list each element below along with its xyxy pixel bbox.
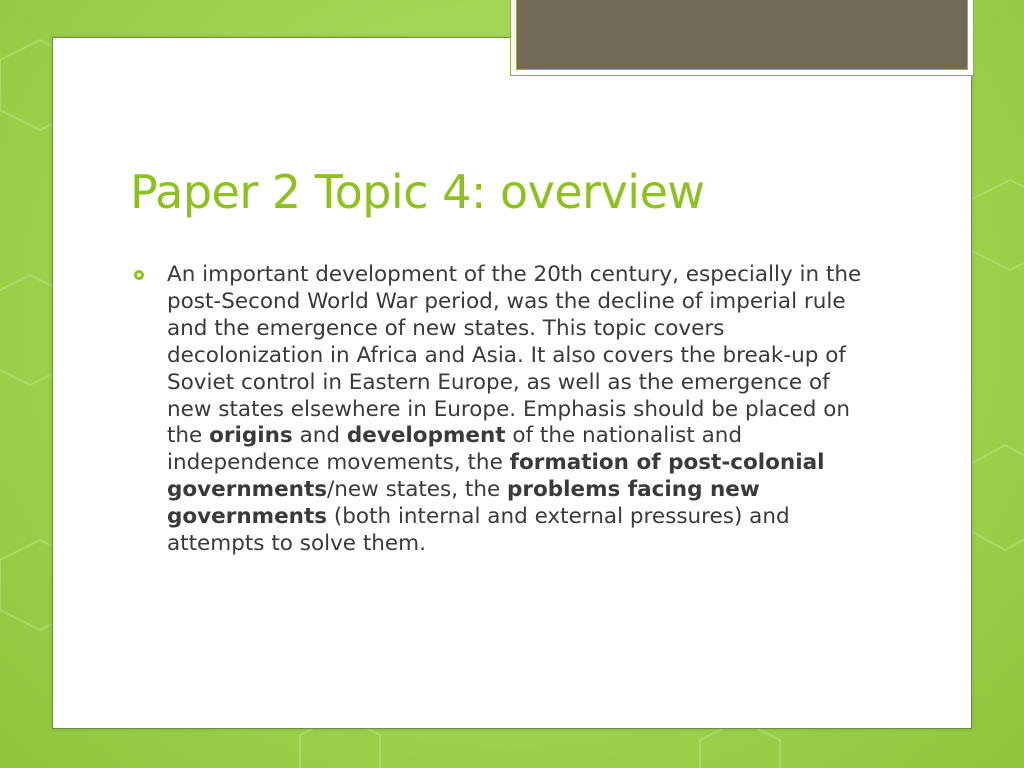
bullet-text bbox=[167, 262, 874, 558]
slide-content bbox=[134, 262, 874, 558]
header-tab-fill bbox=[516, 0, 968, 70]
text-run: of the nationalist and independence movements, the bbox=[167, 423, 743, 476]
bold-phrase: problems facing new governments bbox=[167, 477, 760, 530]
bold-phrase: origins bbox=[209, 423, 293, 449]
slide-title: Paper 2 Topic 4: overview bbox=[130, 165, 705, 219]
bold-phrase: development bbox=[346, 423, 506, 449]
hollow-circle-bullet-icon bbox=[134, 270, 144, 280]
text-run: and bbox=[292, 423, 347, 449]
text-run: (both internal and external pressures) and attempts to solve them. bbox=[167, 504, 790, 557]
bold-phrase: formation of post-colonial governments bbox=[167, 450, 825, 503]
header-tab bbox=[510, 0, 974, 76]
text-run: /new states, the bbox=[327, 477, 508, 503]
bullet-item bbox=[134, 262, 874, 558]
text-run: An important development of the 20th century, especially in the post-Second World War period, was the decline of imperial rule and the emergence of new states. This topic covers decolonization in Africa and Asia. It also covers the break-up of Soviet control in Eastern Europe, as well as the emergence of new states elsewhere in Europe. Emphasis should be placed on the bbox=[167, 262, 862, 449]
